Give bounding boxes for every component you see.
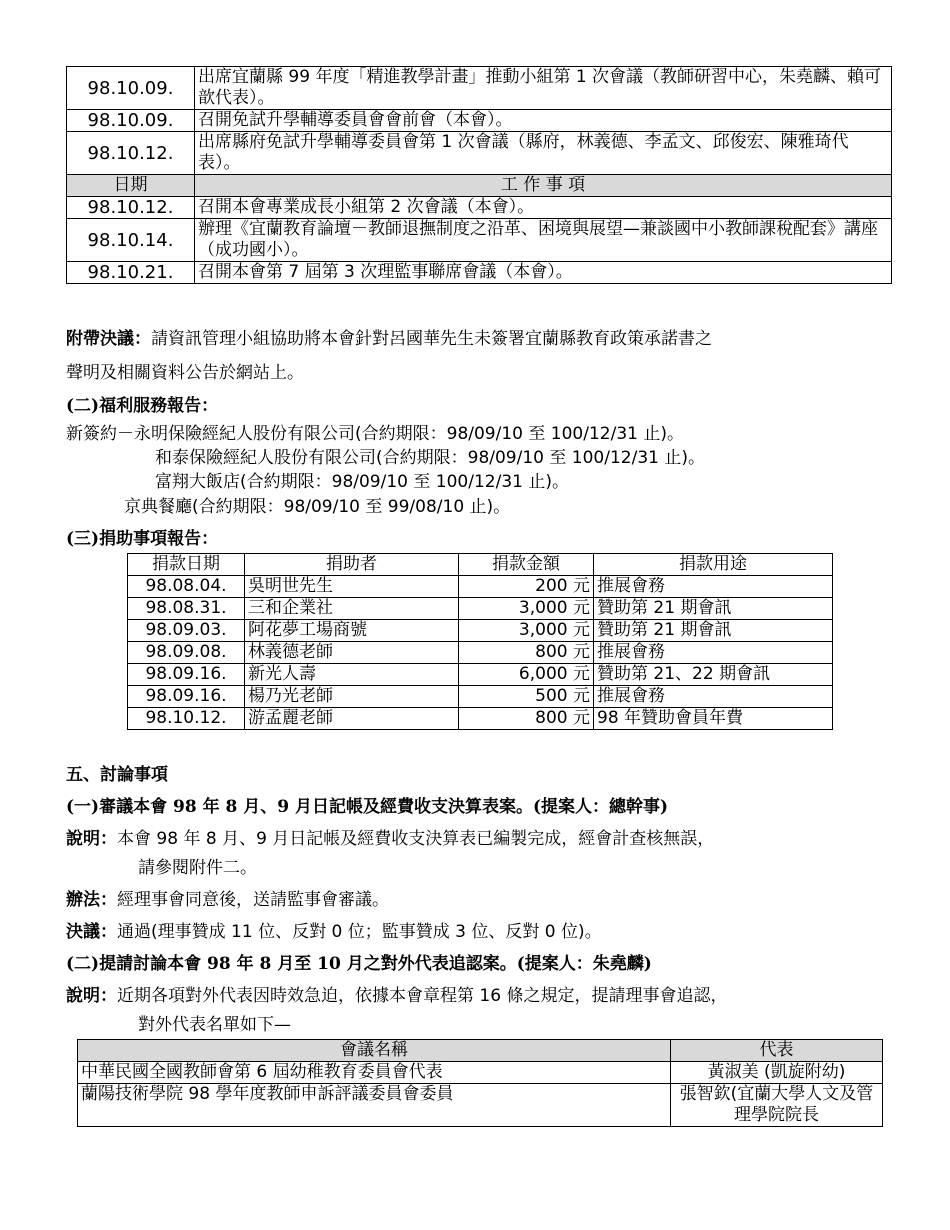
donation-amount: 200 元 xyxy=(459,576,594,598)
donation-donor: 阿花夢工場商號 xyxy=(245,620,459,642)
welfare-line: 新簽約－永明保險經紀人股份有限公司(合約期限：98/09/10 至 100/12/31 止)。 xyxy=(66,424,684,444)
table-row xyxy=(67,67,892,110)
donation-date: 98.09.03. xyxy=(128,620,245,642)
donation-date: 98.09.16. xyxy=(128,664,245,686)
donation-use: 推展會務 xyxy=(594,686,833,708)
table-row xyxy=(128,664,833,686)
col-donor: 捐助者 xyxy=(245,554,459,576)
welfare-line: 和泰保險經紀人股份有限公司(合約期限：98/09/10 至 100/12/31 止)。 xyxy=(155,448,705,468)
donation-donor: 楊乃光老師 xyxy=(245,686,459,708)
donation-date: 98.08.04. xyxy=(128,576,245,598)
activity-date: 98.10.12. xyxy=(67,132,195,175)
item1-note-line-1 xyxy=(66,827,714,851)
donation-use: 推展會務 xyxy=(594,576,833,598)
table-row xyxy=(78,1062,883,1084)
activity-table xyxy=(66,66,892,284)
item1-method xyxy=(66,888,389,912)
donation-amount: 500 元 xyxy=(459,686,594,708)
item1-note-text: 本會 98 年 8 月、9 月日記帳及經費收支決算表已編製完成，經會計查核無誤， xyxy=(117,829,715,849)
resolution-line-1 xyxy=(66,327,712,351)
discussion-heading: 五、討論事項 xyxy=(66,765,168,785)
col-amount: 捐款金額 xyxy=(459,554,594,576)
item1-decision-label: 決議： xyxy=(66,922,117,942)
item1-method-text: 經理事會同意後，送請監事會審議。 xyxy=(117,890,389,910)
activity-date: 98.10.09. xyxy=(67,110,195,132)
activity-date: 98.10.21. xyxy=(67,262,195,284)
item2-note-line-1 xyxy=(66,984,727,1008)
header-date: 日期 xyxy=(67,175,195,197)
donation-use: 贊助第 21 期會訊 xyxy=(594,598,833,620)
donation-date: 98.09.16. xyxy=(128,686,245,708)
donations-heading: (三)捐助事項報告： xyxy=(66,529,219,549)
activity-text: 辦理《宜蘭教育論壇－教師退撫制度之沿革、困境與展望—兼談國中小教師課稅配套》講座（成功國小）。 xyxy=(195,219,892,262)
donation-use: 贊助第 21、22 期會訊 xyxy=(594,664,833,686)
meeting-name: 中華民國全國教師會第 6 屆幼稚教育委員會代表 xyxy=(78,1062,671,1084)
table-header-row xyxy=(128,554,833,576)
item1-method-label: 辦法： xyxy=(66,890,117,910)
activity-text: 召開免試升學輔導委員會會前會（本會）。 xyxy=(195,110,892,132)
representative: 張智欽(宜蘭大學人文及管理學院院長 xyxy=(671,1084,883,1127)
table-row xyxy=(67,132,892,175)
donation-date: 98.10.12. xyxy=(128,708,245,730)
donation-amount: 3,000 元 xyxy=(459,598,594,620)
col-date: 捐款日期 xyxy=(128,554,245,576)
donation-amount: 6,000 元 xyxy=(459,664,594,686)
item1-note-label: 說明： xyxy=(66,829,117,849)
resolution-label: 附帶決議： xyxy=(66,329,151,349)
welfare-line: 京典餐廳(合約期限：98/09/10 至 99/08/10 止)。 xyxy=(124,497,511,517)
table-row xyxy=(128,708,833,730)
table-row xyxy=(78,1084,883,1127)
resolution-text-1: 請資訊管理小組協助將本會針對呂國華先生未簽署宜蘭縣教育政策承諾書之 xyxy=(151,329,712,349)
header-item: 工 作 事 項 xyxy=(195,175,892,197)
table-row xyxy=(128,620,833,642)
donation-donor: 三和企業社 xyxy=(245,598,459,620)
activity-date: 98.10.14. xyxy=(67,219,195,262)
donation-table xyxy=(127,553,833,730)
donation-date: 98.09.08. xyxy=(128,642,245,664)
donation-use: 推展會務 xyxy=(594,642,833,664)
item2-note-text: 近期各項對外代表因時效急迫，依據本會章程第 16 條之規定，提請理事會追認， xyxy=(117,986,728,1006)
donation-donor: 新光人壽 xyxy=(245,664,459,686)
table-row xyxy=(128,686,833,708)
item1-decision-text: 通過(理事贊成 11 位、反對 0 位；監事贊成 3 位、反對 0 位)。 xyxy=(117,922,602,942)
activity-text: 出席宜蘭縣 99 年度「精進教學計畫」推動小組第 1 次會議（教師研習中心，朱堯麟、賴可歆代表）。 xyxy=(195,67,892,110)
activity-text: 出席縣府免試升學輔導委員會第 1 次會議（縣府，林義德、李孟文、邱俊宏、陳雅琦代表）。 xyxy=(195,132,892,175)
col-meeting: 會議名稱 xyxy=(78,1040,671,1062)
donation-donor: 吳明世先生 xyxy=(245,576,459,598)
representative: 黃淑美 (凱旋附幼) xyxy=(671,1062,883,1084)
table-row xyxy=(67,110,892,132)
table-row xyxy=(67,197,892,219)
item2-note-line-2: 對外代表名單如下— xyxy=(138,1015,291,1035)
table-row xyxy=(128,576,833,598)
item1-note-line-2: 請參閱附件二。 xyxy=(138,858,257,878)
item1-title: (一)審議本會 98 年 8 月、9 月日記帳及經費收支決算表案。(提案人：總幹事) xyxy=(66,797,669,817)
donation-amount: 800 元 xyxy=(459,708,594,730)
item1-decision xyxy=(66,920,602,944)
donation-use: 98 年贊助會員年費 xyxy=(594,708,833,730)
table-row xyxy=(67,219,892,262)
activity-date: 98.10.12. xyxy=(67,197,195,219)
activity-text: 召開本會專業成長小組第 2 次會議（本會）。 xyxy=(195,197,892,219)
item2-note-label: 說明： xyxy=(66,986,117,1006)
table-header-row xyxy=(67,175,892,197)
representative-table xyxy=(77,1039,883,1127)
activity-text: 召開本會第 7 屆第 3 次理監事聯席會議（本會）。 xyxy=(195,262,892,284)
activity-date: 98.10.09. xyxy=(67,67,195,110)
donation-donor: 林義德老師 xyxy=(245,642,459,664)
donation-date: 98.08.31. xyxy=(128,598,245,620)
resolution-text-2: 聲明及相關資料公告於網站上。 xyxy=(66,363,304,383)
col-use: 捐款用途 xyxy=(594,554,833,576)
table-row xyxy=(128,598,833,620)
donation-donor: 游孟麗老師 xyxy=(245,708,459,730)
table-row xyxy=(67,262,892,284)
donation-amount: 3,000 元 xyxy=(459,620,594,642)
item2-title: (二)提請討論本會 98 年 8 月至 10 月之對外代表追認案。(提案人：朱堯麟) xyxy=(66,954,652,974)
table-header-row xyxy=(78,1040,883,1062)
col-rep: 代表 xyxy=(671,1040,883,1062)
donation-use: 贊助第 21 期會訊 xyxy=(594,620,833,642)
welfare-line: 富翔大飯店(合約期限：98/09/10 至 100/12/31 止)。 xyxy=(155,472,569,492)
meeting-name: 蘭陽技術學院 98 學年度教師申訴評議委員會委員 xyxy=(78,1084,671,1127)
welfare-heading: (二)福利服務報告： xyxy=(66,396,219,416)
table-row xyxy=(128,642,833,664)
donation-amount: 800 元 xyxy=(459,642,594,664)
